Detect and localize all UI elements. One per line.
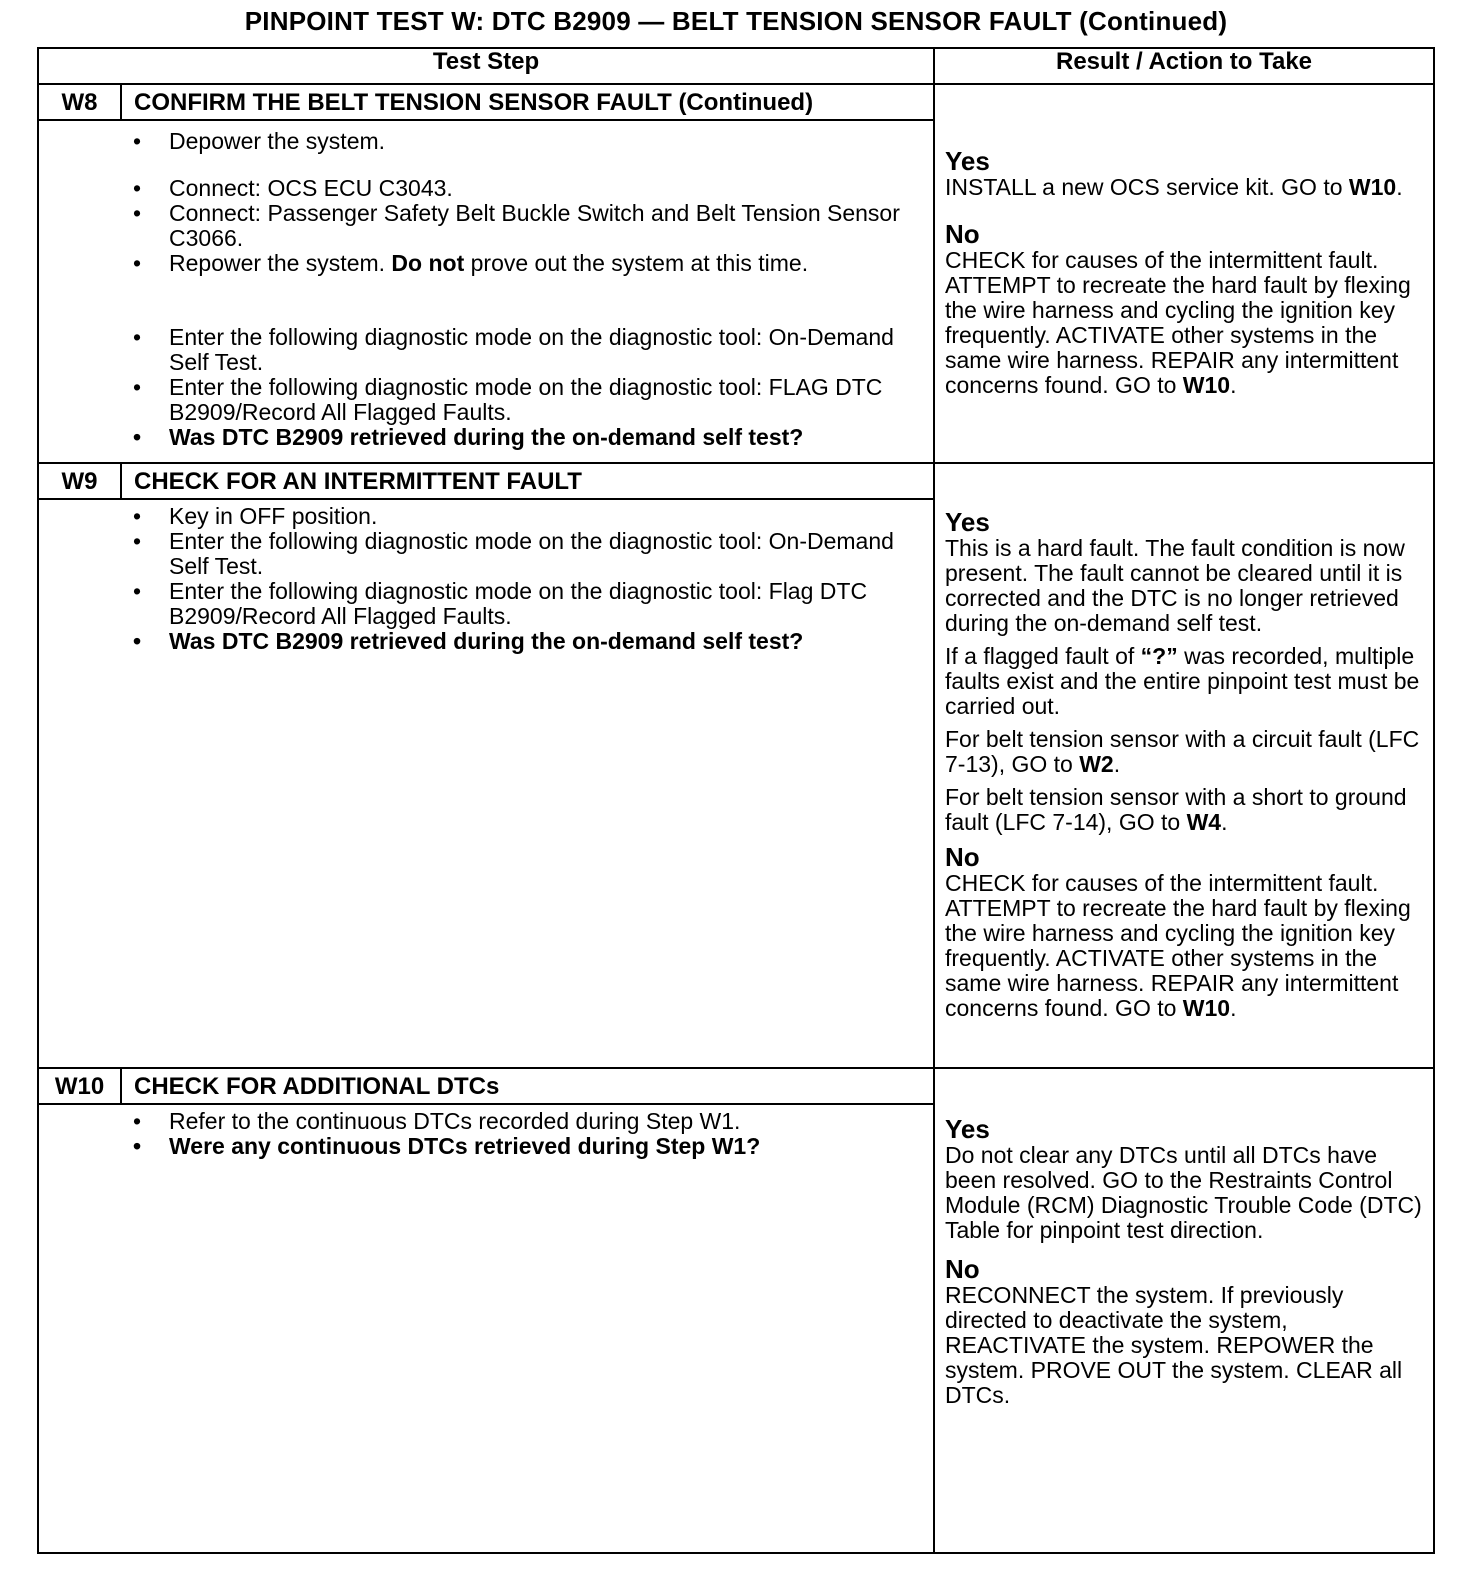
list-item: • Enter the following diagnostic mode on the diagnostic tool: FLAG DTC B2909/Record All Flagged Faults.	[121, 375, 923, 425]
yes-label-w9: Yes	[945, 507, 990, 537]
flagged-fault-note: If a flagged fault of “?” was recorded, multiple faults exist and the entire pinpoint test must be carried out.	[945, 643, 1420, 719]
list-item: • Enter the following diagnostic mode on the diagnostic tool: Flag DTC B2909/Record All Flagged Faults.	[121, 579, 923, 629]
list-item: • Enter the following diagnostic mode on the diagnostic tool: On-Demand Self Test.	[121, 325, 923, 375]
list-item: • Was DTC B2909 retrieved during the on-demand self test?	[121, 425, 923, 450]
header-result-action: Result / Action to Take	[934, 48, 1434, 84]
list-item: • Key in OFF position.	[121, 504, 923, 529]
step-id-w8: W8	[38, 84, 121, 120]
no-label-w8: No	[945, 219, 980, 249]
step-title-w9: CHECK FOR AN INTERMITTENT FAULT	[121, 463, 934, 499]
list-item: • Connect: Passenger Safety Belt Buckle Switch and Belt Tension Sensor C3066.	[121, 201, 923, 251]
yes-text-w10: Do not clear any DTCs until all DTCs have been resolved. GO to the Restraints Control Module (RCM) Diagnostic Trouble Code (DTC) Table for pinpoint test direction.	[945, 1142, 1422, 1243]
list-item: • Enter the following diagnostic mode on the diagnostic tool: On-Demand Self Test.	[121, 529, 923, 579]
table-header-row	[38, 48, 1434, 84]
list-item: • Repower the system. Do not prove out the system at this time.	[121, 251, 923, 276]
yes-text-w8: INSTALL a new OCS service kit. GO to W10.	[945, 174, 1403, 200]
step-title-w10: CHECK FOR ADDITIONAL DTCs	[121, 1068, 934, 1104]
pinpoint-test-table	[37, 47, 1435, 1554]
yes-label-w8: Yes	[945, 146, 990, 176]
short-to-ground-note: For belt tension sensor with a short to ground fault (LFC 7-14), GO to W4.	[945, 784, 1407, 835]
no-text-w10: RECONNECT the system. If previously directed to deactivate the system, REACTIVATE the system. REPOWER the system. PROVE OUT the system. CLEAR all DTCs.	[945, 1282, 1403, 1408]
step-w9-title-row	[38, 463, 1434, 499]
step-body-w8	[121, 120, 934, 463]
step-body-w9	[121, 499, 934, 1068]
no-text-w8: CHECK for causes of the intermittent fault. ATTEMPT to recreate the hard fault by flexing the wire harness and cycling the ignition key frequently. ACTIVATE other systems in the same wire harness. REPAIR any intermittent concerns found. GO to W10.	[945, 247, 1411, 398]
result-w10	[934, 1068, 1434, 1553]
step-w8-title-row	[38, 84, 1434, 120]
result-w9	[934, 463, 1434, 1068]
list-item: • Depower the system.	[121, 129, 923, 154]
step-id-w9: W9	[38, 463, 121, 499]
step-id-w10: W10	[38, 1068, 121, 1104]
step-body-w10	[121, 1104, 934, 1553]
header-test-step: Test Step	[38, 48, 934, 84]
page-title: PINPOINT TEST W: DTC B2909 — BELT TENSION SENSOR FAULT (Continued)	[244, 6, 1228, 36]
no-label-w9: No	[945, 842, 980, 872]
list-item: • Were any continuous DTCs retrieved during Step W1?	[121, 1134, 923, 1159]
result-w8	[934, 84, 1434, 463]
circuit-fault-note: For belt tension sensor with a circuit fault (LFC 7-13), GO to W2.	[945, 726, 1420, 777]
yes-text-w9: This is a hard fault. The fault condition is now present. The fault cannot be cleared until it is corrected and the DTC is no longer retrieved during the on-demand self test.	[945, 535, 1405, 636]
list-item: • Was DTC B2909 retrieved during the on-demand self test?	[121, 629, 923, 654]
no-label-w10: No	[945, 1254, 980, 1284]
list-item: • Connect: OCS ECU C3043.	[121, 176, 923, 201]
step-w10-title-row	[38, 1068, 1434, 1104]
no-text-w9: CHECK for causes of the intermittent fault. ATTEMPT to recreate the hard fault by flexing the wire harness and cycling the ignition key frequently. ACTIVATE other systems in the same wire harness. REPAIR any intermittent concerns found. GO to W10.	[945, 870, 1411, 1021]
list-item: • Refer to the continuous DTCs recorded during Step W1.	[121, 1109, 923, 1134]
yes-label-w10: Yes	[945, 1114, 990, 1144]
step-title-w8: CONFIRM THE BELT TENSION SENSOR FAULT (Continued)	[121, 84, 934, 120]
